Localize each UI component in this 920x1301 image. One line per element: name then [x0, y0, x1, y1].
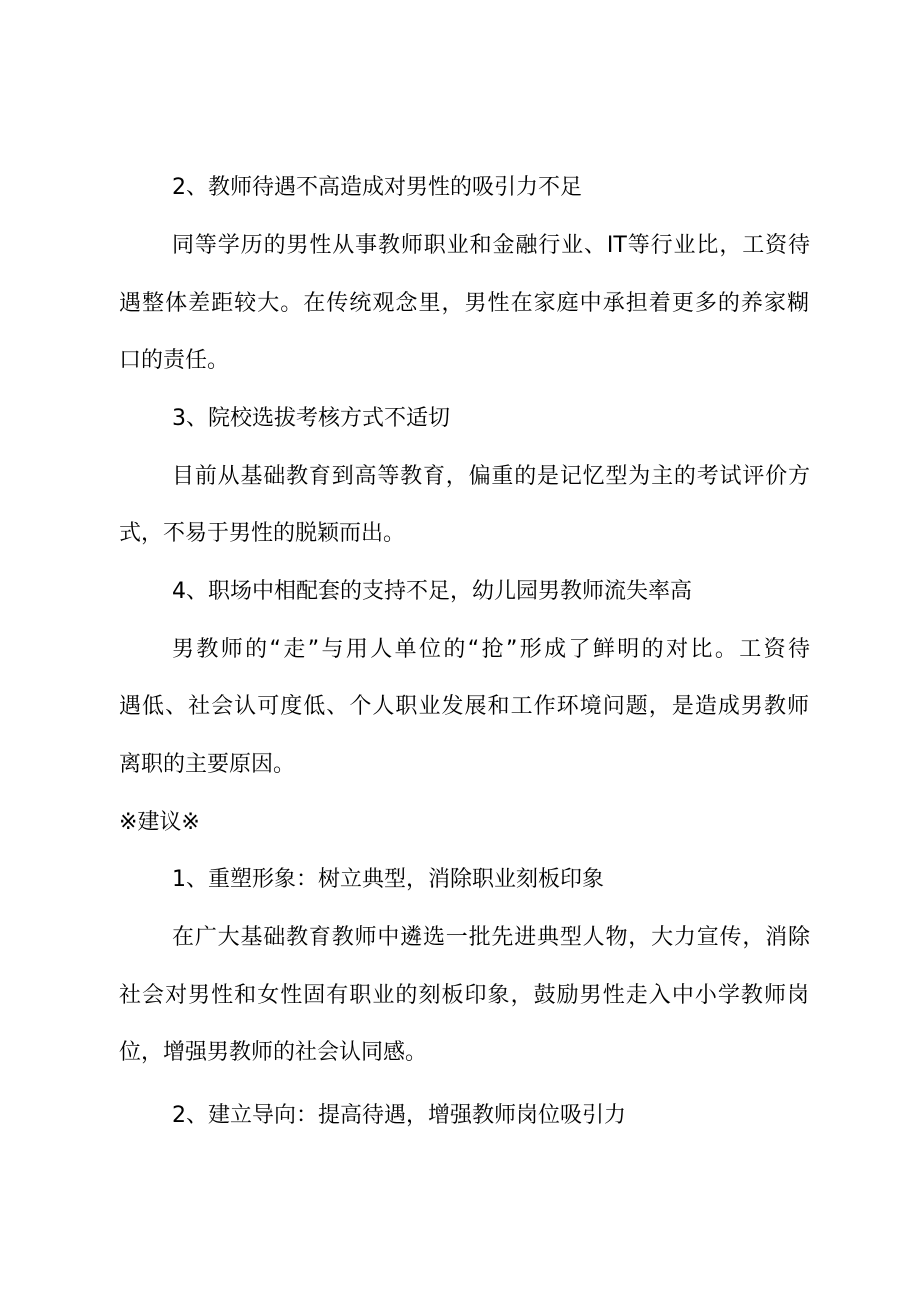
paragraph-line: 离职的主要原因。 [119, 752, 296, 777]
paragraph-line [0, 231, 920, 261]
paragraph-line [0, 462, 920, 492]
section-heading-3: 3、院校选拔考核方式不适切 [172, 406, 450, 431]
paragraph-line [0, 923, 920, 953]
paragraph-text: 目前从基础教育到高等教育，偏重的是记忆型为主的考试评价方 [172, 464, 810, 489]
section-heading-2: 2、教师待遇不高造成对男性的吸引力不足 [172, 175, 582, 200]
paragraph-line: 式，不易于男性的脱颖而出。 [119, 521, 406, 546]
paragraph-line: 口的责任。 [119, 348, 230, 373]
paragraph-line [0, 635, 920, 665]
paragraph-text: 遇低、社会认可度低、个人职业发展和工作环境问题，是造成男教师 [119, 694, 809, 719]
paragraph-line: 位，增强男教师的社会认同感。 [119, 1040, 428, 1065]
paragraph-text: 遇整体差距较大。在传统观念里，男性在家庭中承担着更多的养家糊 [119, 291, 809, 316]
suggestion-heading-2: 2、建立导向：提高待遇，增强教师岗位吸引力 [172, 1103, 626, 1128]
paragraph-text: 社会对男性和女性固有职业的刻板印象，鼓励男性走入中小学教师岗 [119, 983, 809, 1008]
suggestions-heading: ※建议※ [119, 810, 200, 835]
section-heading-4: 4、职场中相配套的支持不足，幼儿园男教师流失率高 [172, 579, 692, 604]
paragraph-text: 男教师的“走”与用人单位的“抢”形成了鲜明的对比。工资待 [172, 637, 810, 662]
paragraph-line [0, 981, 920, 1011]
suggestion-heading-1: 1、重塑形象：树立典型，消除职业刻板印象 [172, 867, 604, 892]
paragraph-text: 同等学历的男性从事教师职业和金融行业、IT等行业比，工资待 [172, 233, 810, 258]
paragraph-line [0, 692, 920, 722]
paragraph-line [0, 289, 920, 319]
paragraph-text: 在广大基础教育教师中遴选一批先进典型人物，大力宣传，消除 [172, 925, 810, 950]
